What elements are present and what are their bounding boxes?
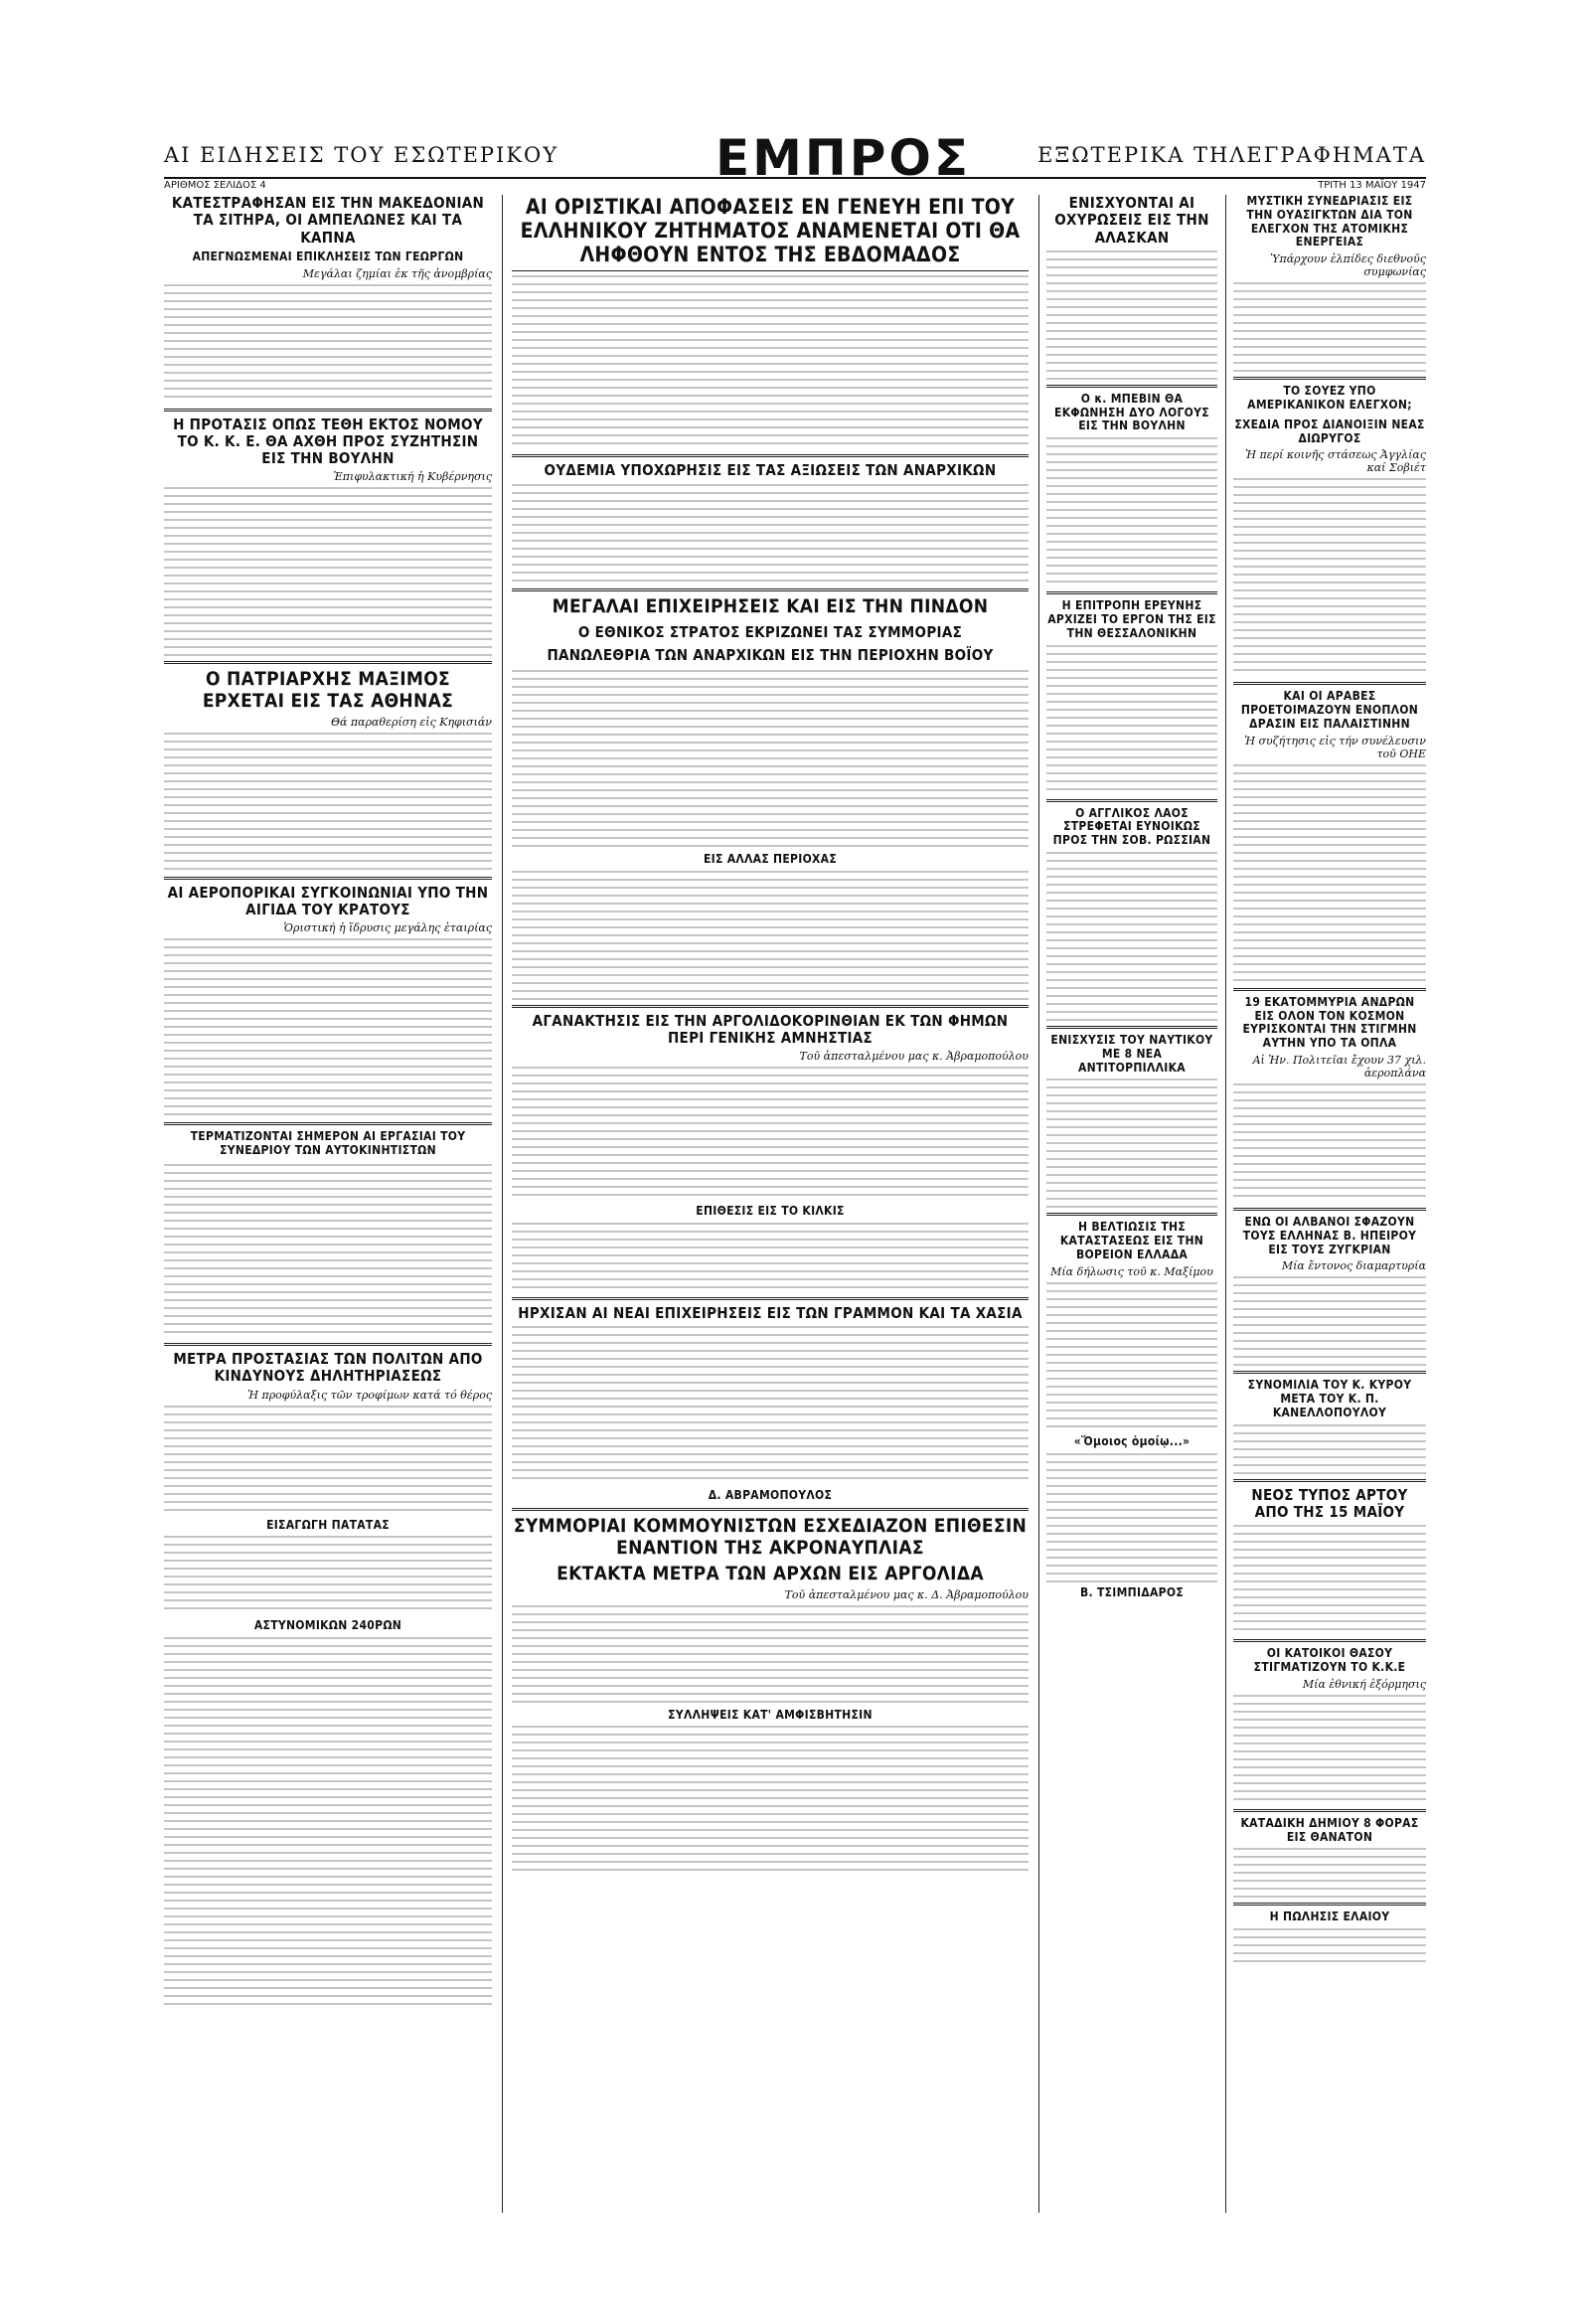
divider: [512, 588, 1029, 591]
section-title-foreign: ΕΞΩΤΕΡΙΚΑ ΤΗΛΕΓΡΑΦΗΜΑΤΑ: [1037, 143, 1426, 167]
article-body: [1233, 1695, 1426, 1804]
headline: ΕΝΙΣΧΥΟΝΤΑΙ ΑΙ ΟΧΥΡΩΣΕΙΣ ΕΙΣ ΤΗΝ ΑΛΑΣΚΑΝ: [1054, 194, 1209, 247]
deck: Τοῦ ἀπεσταλμένου μας κ. Ἀβραμοπούλου: [799, 1050, 1029, 1064]
headline: Η ΒΕΛΤΙΩΣΙΣ ΤΗΣ ΚΑΤΑΣΤΑΣΕΩΣ ΕΙΣ ΤΗΝ ΒΟΡΕΙΟΝ ΕΛΛΑΔΑ: [1059, 1220, 1204, 1261]
headline: ΣΧΕΔΙΑ ΠΡΟΣ ΔΙΑΝΟΙΞΙΝ ΝΕΑΣ ΔΙΩΡΥΓΟΣ: [1234, 416, 1425, 445]
deck: Μεγάλαι ζημίαι ἐκ τῆς ἀνομβρίας: [302, 266, 492, 280]
headline: ΑΙ ΑΕΡΟΠΟΡΙΚΑΙ ΣΥΓΚΟΙΝΩΝΙΑΙ ΥΠΟ ΤΗΝ ΑΙΓΙΔΑ ΤΟΥ ΚΡΑΤΟΥΣ: [167, 883, 489, 919]
article-body: [512, 1605, 1029, 1705]
headline: Ο ΠΑΤΡΙΑΡΧΗΣ ΜΑΞΙΜΟΣ ΕΡΧΕΤΑΙ ΕΙΣ ΤΑΣ ΑΘΗΝΑΣ: [202, 668, 454, 713]
headline: ΜΕΤΡΑ ΠΡΟΣΤΑΣΙΑΣ ΤΩΝ ΠΟΛΙΤΩΝ ΑΠΟ ΚΙΝΔΥΝΟΥΣ ΔΗΛΗΤΗΡΙΑΣΕΩΣ: [173, 1350, 483, 1386]
headline: ΜΕΓΑΛΑΙ ΕΠΙΧΕΙΡΗΣΕΙΣ ΚΑΙ ΕΙΣ ΤΗΝ ΠΙΝΔΟΝ: [552, 594, 989, 617]
article-body: [164, 938, 492, 1117]
headline: ΟΙ ΚΑΤΟΙΚΟΙ ΘΑΣΟΥ ΣΤΙΓΜΑΤΙΖΟΥΝ ΤΟ Κ.Κ.Ε: [1253, 1646, 1406, 1675]
divider: [512, 270, 1029, 271]
deck: Μία ἔντονος διαμαρτυρία: [1281, 1259, 1426, 1273]
headline: ΑΠΕΓΝΩΣΜΕΝΑΙ ΕΠΙΚΛΗΣΕΙΣ ΤΩΝ ΓΕΩΡΓΩΝ: [192, 249, 464, 263]
divider: [1046, 591, 1217, 594]
headline: Ο ΑΓΓΛΙΚΟΣ ΛΑΟΣ ΣΤΡΕΦΕΤΑΙ ΕΥΝΟΙΚΩΣ ΠΡΟΣ ΤΗΝ ΣΟΒ. ΡΩΣΣΙΑΝ: [1052, 805, 1211, 848]
article-body: [512, 1326, 1029, 1485]
article-body: [1046, 250, 1217, 380]
article-body: [512, 1223, 1029, 1292]
column-greek-question: [512, 195, 1029, 1875]
article-body: [164, 284, 492, 404]
byline: Β. ΤΣΙΜΠΙΔΑΡΟΣ: [1079, 1584, 1184, 1599]
article-body: [1046, 645, 1217, 794]
deck: Ἡ προφύλαξις τῶν τροφίμων κατά τό θέρος: [247, 1388, 492, 1402]
column-domestic: [164, 195, 492, 2005]
deck: Ἐπιφυλακτική ἡ Κυβέρνησις: [333, 470, 492, 484]
headline: «Ὅμοιος ὁμοίῳ...»: [1073, 1433, 1191, 1448]
issue-date: ΤΡΙΤΗ 13 ΜΑΪΟΥ 1947: [1318, 180, 1426, 191]
headline: ΑΓΑΝΑΚΤΗΣΙΣ ΕΙΣ ΤΗΝ ΑΡΓΟΛΙΔΟΚΟΡΙΝΘΙΑΝ ΕΚ ΤΩΝ ΦΗΜΩΝ ΠΕΡΙ ΓΕΝΙΚΗΣ ΑΜΝΗΣΤΙΑΣ: [532, 1011, 1009, 1048]
divider: [512, 1297, 1029, 1300]
deck: Μία δήλωσις τοῦ κ. Μαξίμου: [1050, 1264, 1213, 1278]
article-body: [512, 670, 1029, 849]
section-title-domestic: ΑΙ ΕΙΔΗΣΕΙΣ ΤΟΥ ΕΣΩΤΕΡΙΚΟΥ: [164, 143, 559, 167]
deck: Αἱ Ἡν. Πολιτεῖαι ἔχουν 37 χιλ. ἀεροπλάνα: [1252, 1053, 1426, 1079]
column-foreign-2: [1233, 195, 1426, 1968]
column-foreign-1: [1046, 195, 1217, 1603]
divider: [512, 1508, 1029, 1511]
newspaper-page: [164, 129, 1426, 2217]
article-body: [1233, 1848, 1426, 1898]
divider: [164, 661, 492, 664]
headline: ΕΚΤΑΚΤΑ ΜΕΤΡΑ ΤΩΝ ΑΡΧΩΝ ΕΙΣ ΑΡΓΟΛΙΔΑ: [556, 1562, 984, 1584]
divider: [1233, 988, 1426, 991]
article-body: [164, 487, 492, 656]
article-body: [1233, 282, 1426, 372]
masthead-rule: [164, 177, 1426, 191]
headline: 19 ΕΚΑΤΟΜΜΥΡΙΑ ΑΝΔΡΩΝ ΕΙΣ ΟΛΟΝ ΤΟΝ ΚΟΣΜΟΝ ΕΥΡΙΣΚΟΝΤΑΙ ΤΗΝ ΣΤΙΓΜΗΝ ΑΥΤΗΝ ΥΠΟ ΤΑ ΟΠΛΑ: [1242, 994, 1417, 1051]
article-body: [1233, 1525, 1426, 1634]
divider: [164, 409, 492, 412]
article-body: [1233, 478, 1426, 677]
divider: [1046, 1213, 1217, 1216]
deck: Ἡ περί κοινῆς στάσεως Ἀγγλίας καί Σοβιέτ: [1245, 448, 1426, 475]
headline: ΗΡΧΙΣΑΝ ΑΙ ΝΕΑΙ ΕΠΙΧΕΙΡΗΣΕΙΣ ΕΙΣ ΤΩΝ ΓΡΑΜΜΟΝ ΚΑΙ ΤΑ ΧΑΣΙΑ: [518, 1304, 1023, 1323]
article-body: [512, 275, 1029, 449]
deck: Ὁριστική ἡ ἵδρυσις μεγάλης ἑταιρίας: [283, 921, 492, 935]
divider: [1233, 1371, 1426, 1374]
headline: ΚΑΙ ΟΙ ΑΡΑΒΕΣ ΠΡΟΕΤΟΙΜΑΖΟΥΝ ΕΝΟΠΛΟΝ ΔΡΑΣΙΝ ΕΙΣ ΠΑΛΑΙΣΤΙΝΗΝ: [1240, 689, 1419, 731]
headline: ΠΑΝΩΛΕΘΡΙΑ ΤΩΝ ΑΝΑΡΧΙΚΩΝ ΕΙΣ ΤΗΝ ΠΕΡΙΟΧΗΝ ΒΟΪΟΥ: [547, 645, 994, 664]
lead-headline: ΑΙ ΟΡΙΣΤΙΚΑΙ ΑΠΟΦΑΣΕΙΣ ΕΝ ΓΕΝΕΥΗ ΕΠΙ ΤΟΥ ΕΛΛΗΝΙΚΟΥ ΖΗΤΗΜΑΤΟΣ ΑΝΑΜΕΝΕΤΑΙ ΟΤΙ ΘΑ ΛΗΦΘΟΥΝ ΕΝΤΟΣ ΤΗΣ ΕΒΔΟΜΑΔΟΣ: [520, 195, 1021, 267]
headline: ΝΕΟΣ ΤΥΠΟΣ ΑΡΤΟΥ ΑΠΟ ΤΗΣ 15 ΜΑΪΟΥ: [1251, 1485, 1408, 1521]
deck: Ἡ συζήτησις εἰς τήν συνέλευσιν τοῦ ΟΗΕ: [1244, 734, 1426, 760]
headline: ΜΥΣΤΙΚΗ ΣΥΝΕΔΡΙΑΣΙΣ ΕΙΣ ΤΗΝ ΟΥΑΣΙΓΚΤΩΝ ΔΙΑ ΤΟΝ ΕΛΕΓΧΟΝ ΤΗΣ ΑΤΟΜΙΚΗΣ ΕΝΕΡΓΕΙΑΣ: [1246, 194, 1413, 249]
article-body: [164, 733, 492, 872]
deck: Ὑπάρχουν ἐλπίδες διεθνοῦς συμφωνίας: [1270, 252, 1426, 279]
article-body: [1233, 764, 1426, 983]
divider: [164, 877, 492, 880]
subheading: ΑΣΤΥΝΟΜΙΚΩΝ 240ΡΩΝ: [253, 1618, 402, 1633]
page-number: ΑΡΙΘΜΟΣ ΣΕΛΙΔΟΣ 4: [164, 180, 266, 191]
article-body: [1046, 1453, 1217, 1582]
subheading: ΕΠΙΘΕΣΙΣ ΕΙΣ ΤΟ ΚΙΛΚΙΣ: [696, 1204, 845, 1219]
article-body: [164, 1406, 492, 1515]
article-body: [1233, 1424, 1426, 1474]
divider: [164, 1122, 492, 1125]
article-body: [1233, 1276, 1426, 1366]
divider: [1233, 1903, 1426, 1906]
article-body: [1046, 1282, 1217, 1431]
divider: [1046, 799, 1217, 802]
headline: Ο ΕΘΝΙΚΟΣ ΣΤΡΑΤΟΣ ΕΚΡΙΖΩΝΕΙ ΤΑΣ ΣΥΜΜΟΡΙΑΣ: [577, 622, 963, 641]
article-body: [512, 871, 1029, 1000]
subheading: ΕΙΣΑΓΩΓΗ ΠΑΤΑΤΑΣ: [266, 1517, 390, 1532]
article-body: [1046, 852, 1217, 1021]
headline: ΤΟ ΣΟΥΕΖ ΥΠΟ ΑΜΕΡΙΚΑΝΙΚΟΝ ΕΛΕΓΧΟΝ;: [1247, 384, 1412, 412]
newspaper-logo: ΕΜΠΡΟΣ: [716, 129, 972, 187]
headline: Η ΕΠΙΤΡΟΠΗ ΕΡΕΥΝΗΣ ΑΡΧΙΖΕΙ ΤΟ ΕΡΓΟΝ ΤΗΣ ΕΙΣ ΤΗΝ ΘΕΣΣΑΛΟΝΙΚΗΝ: [1047, 598, 1216, 640]
column-divider: [502, 195, 503, 2213]
deck: Τοῦ ἀπεσταλμένου μας κ. Δ. Ἀβραμοπούλου: [784, 1587, 1029, 1601]
column-divider: [1225, 195, 1226, 2213]
headline: Ο κ. ΜΠΕΒΙΝ ΘΑ ΕΚΦΩΝΗΣΗ ΔΥΟ ΛΟΓΟΥΣ ΕΙΣ ΤΗΝ ΒΟΥΛΗΝ: [1054, 391, 1209, 433]
article-body: [512, 1726, 1029, 1875]
divider: [1233, 1479, 1426, 1482]
article-body: [1046, 437, 1217, 586]
divider: [1233, 1809, 1426, 1812]
divider: [1046, 1026, 1217, 1029]
article-body: [1233, 1928, 1426, 1968]
divider: [1233, 1208, 1426, 1211]
article-body: [512, 1067, 1029, 1201]
headline: ΤΕΡΜΑΤΙΖΟΝΤΑΙ ΣΗΜΕΡΟΝ ΑΙ ΕΡΓΑΣΙΑΙ ΤΟΥ ΣΥΝΕΔΡΙΟΥ ΤΩΝ ΑΥΤΟΚΙΝΗΤΙΣΤΩΝ: [190, 1129, 466, 1158]
subheading: ΕΙΣ ΑΛΛΑΣ ΠΕΡΙΟΧΑΣ: [703, 852, 838, 867]
divider: [1046, 385, 1217, 388]
deck: Θά παραθερίση εἰς Κηφισιάν: [330, 715, 492, 729]
headline: ΟΥΔΕΜΙΑ ΥΠΟΧΩΡΗΣΙΣ ΕΙΣ ΤΑΣ ΑΞΙΩΣΕΙΣ ΤΩΝ ΑΝΑΡΧΙΚΩΝ: [544, 461, 997, 480]
divider: [512, 1005, 1029, 1008]
headline: ΚΑΤΑΔΙΚΗ ΔΗΜΙΟΥ 8 ΦΟΡΑΣ ΕΙΣ ΘΑΝΑΤΟΝ: [1240, 1815, 1419, 1844]
headline: ΕΝΩ ΟΙ ΑΛΒΑΝΟΙ ΣΦΑΖΟΥΝ ΤΟΥΣ ΕΛΛΗΝΑΣ Β. ΗΠΕΙΡΟΥ ΕΙΣ ΤΟΥΣ ΖΥΓΚΡΙΑΝ: [1242, 1214, 1417, 1256]
divider: [1233, 1639, 1426, 1642]
headline: ΣΥΜΜΟΡΙΑΙ ΚΟΜΜΟΥΝΙΣΤΩΝ ΕΣΧΕΔΙΑΖΟΝ ΕΠΙΘΕΣΙΝ ΕΝΑΝΤΙΟΝ ΤΗΣ ΑΚΡΟΝΑΥΠΛΙΑΣ: [513, 1515, 1028, 1559]
deck: Μία ἐθνική ἐξόρμησις: [1302, 1677, 1426, 1691]
divider: [1233, 377, 1426, 380]
divider: [164, 1343, 492, 1346]
article-body: [512, 484, 1029, 583]
article-body: [164, 1536, 492, 1615]
headline: Η ΠΡΟΤΑΣΙΣ ΟΠΩΣ ΤΕΘΗ ΕΚΤΟΣ ΝΟΜΟΥ ΤΟ Κ. Κ. Ε. ΘΑ ΑΧΘΗ ΠΡΟΣ ΣΥΖΗΤΗΣΙΝ ΕΙΣ ΤΗΝ ΒΟΥΛΗΝ: [173, 415, 483, 468]
column-divider: [1038, 195, 1039, 2213]
divider: [512, 454, 1029, 457]
byline: Δ. ΑΒΡΑΜΟΠΟΥΛΟΣ: [708, 1488, 833, 1503]
headline: ΚΑΤΕΣΤΡΑΦΗΣΑΝ ΕΙΣ ΤΗΝ ΜΑΚΕΔΟΝΙΑΝ ΤΑ ΣΙΤΗΡΑ, ΟΙ ΑΜΠΕΛΩΝΕΣ ΚΑΙ ΤΑ ΚΑΠΝΑ: [171, 194, 485, 247]
headline: ΣΥΝΟΜΙΛΙΑ ΤΟΥ Κ. ΚΥΡΟΥ ΜΕΤΑ ΤΟΥ Κ. Π. ΚΑΝΕΛΛΟΠΟΥΛΟΥ: [1247, 1378, 1412, 1419]
article-body: [164, 1164, 492, 1338]
article-body: [164, 1637, 492, 2005]
headline: ΕΝΙΣΧΥΣΙΣ ΤΟΥ ΝΑΥΤΙΚΟΥ ΜΕ 8 ΝΕΑ ΑΝΤΙΤΟΡΠΙΛΛΙΚΑ: [1050, 1032, 1213, 1075]
article-body: [1233, 1083, 1426, 1203]
subheading: ΣΥΛΛΗΨΕΙΣ ΚΑΤ' ΑΜΦΙΣΒΗΤΗΣΙΝ: [668, 1707, 873, 1722]
divider: [1233, 682, 1426, 685]
article-body: [1046, 1079, 1217, 1208]
headline: Η ΠΩΛΗΣΙΣ ΕΛΑΙΟΥ: [1269, 1909, 1390, 1924]
